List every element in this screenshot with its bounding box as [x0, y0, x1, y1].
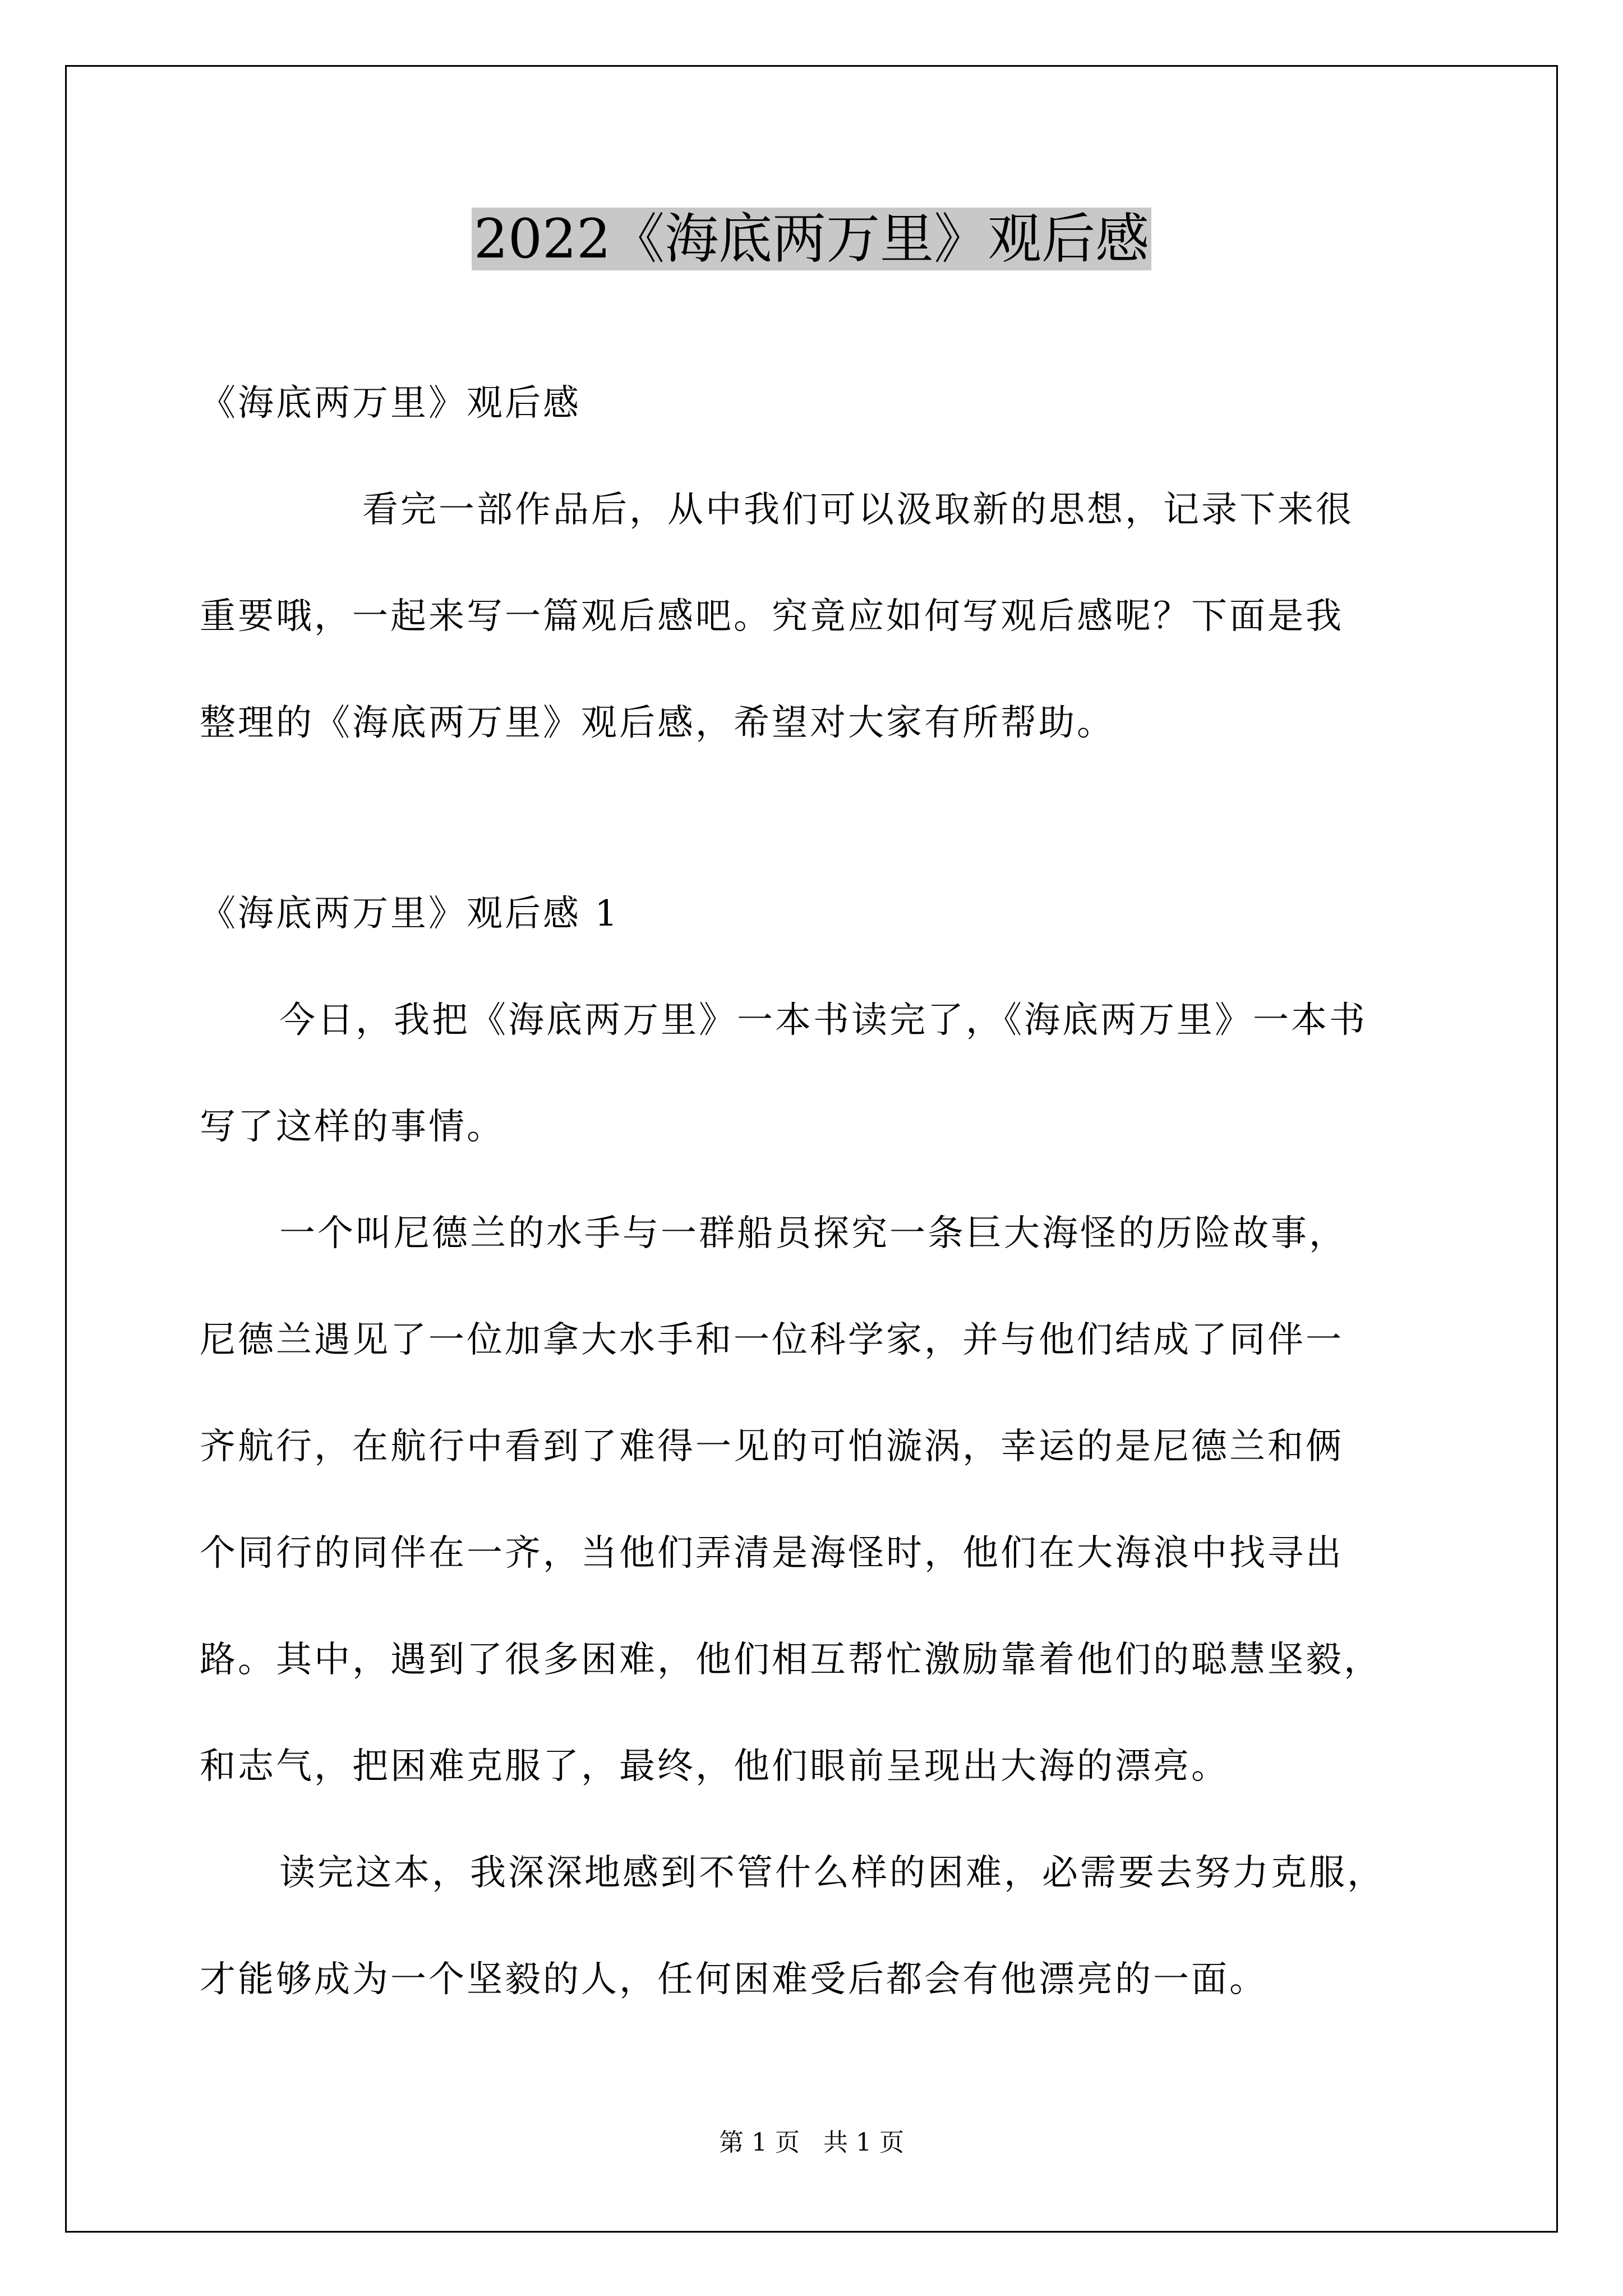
intro-line: 整理的《海底两万里》观后感，希望对大家有所帮助。: [200, 702, 1115, 744]
paragraph-line: 读完这本，我深深地感到不管什么样的困难，必需要去努力克服，: [279, 1852, 1385, 1894]
intro-paragraph: [200, 457, 1456, 776]
intro-line: 重要哦，一起来写一篇观后感吧。究竟应如何写观后感呢？下面是我: [200, 596, 1344, 637]
document-title-text: 2022《海底两万里》观后感: [472, 208, 1151, 270]
paragraph-line: 尼德兰遇见了一位加拿大水手和一位科学家，并与他们结成了同伴一: [200, 1319, 1344, 1361]
paragraph-line: 和志气，把困难克服了，最终，他们眼前呈现出大海的漂亮。: [200, 1746, 1229, 1787]
paragraph-line: 今日，我把《海底两万里》一本书读完了，《海底两万里》一本书: [279, 1000, 1367, 1041]
document-title: [0, 203, 1623, 275]
subtitle: [200, 350, 1456, 457]
section-heading-text: 《海底两万里》观后感 1: [200, 893, 620, 935]
section-heading: [200, 861, 1456, 967]
paragraph-line: 才能够成为一个坚毅的人，任何困难受后都会有他漂亮的一面。: [200, 1959, 1267, 2000]
body-paragraph: [200, 967, 1456, 1180]
paragraph-line: 齐航行，在航行中看到了难得一见的可怕漩涡，幸运的是尼德兰和俩: [200, 1426, 1344, 1467]
page-footer: 第 1 页 共 1 页: [719, 2128, 904, 2157]
body-paragraph: [200, 1820, 1456, 2033]
intro-line: 看完一部作品后，从中我们可以汲取新的思想，记录下来很: [362, 489, 1354, 531]
paragraph-line: 个同行的同伴在一齐，当他们弄清是海怪时，他们在大海浪中找寻出: [200, 1533, 1344, 1574]
paragraph-line: 一个叫尼德兰的水手与一群船员探究一条巨大海怪的历险故事，: [279, 1213, 1347, 1254]
paragraph-line: 写了这样的事情。: [200, 1106, 505, 1148]
subtitle-text: 《海底两万里》观后感: [200, 383, 581, 424]
body-paragraph: [200, 1180, 1456, 1820]
paragraph-line: 路。其中，遇到了很多困难，他们相互帮忙激励靠着他们的聪慧坚毅，: [200, 1639, 1382, 1681]
